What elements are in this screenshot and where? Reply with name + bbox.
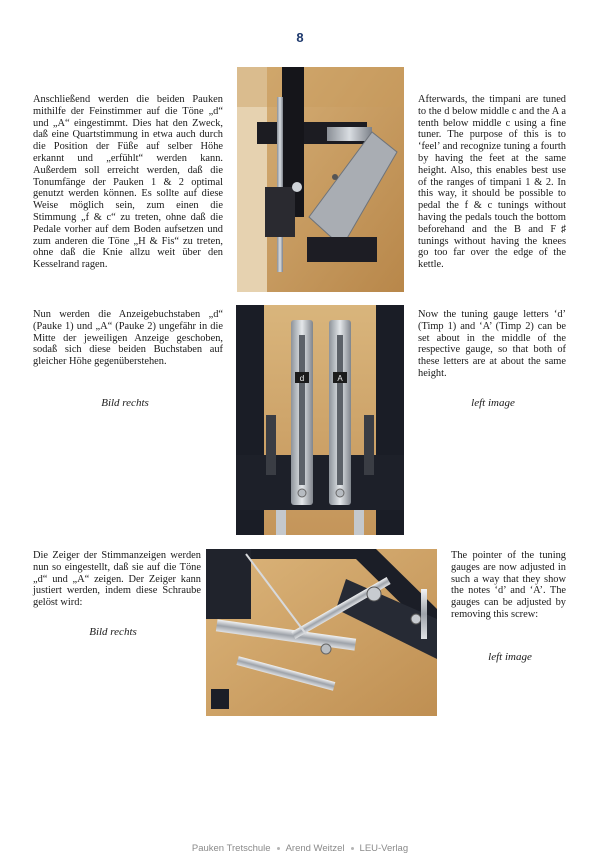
section3-german-caption: Bild rechts	[89, 626, 137, 638]
section1-german-text: Anschließend werden die beiden Pauken mithilfe der Feinstimmer auf die Töne „d“ und „A“ eingestimmt. Dies hat den Zweck, daß eine Quartstimmung in etwa auch durch die Position der Füße auf selber Höhe erkannt und „erfühlt“ werden kann. Außerdem soll erreicht werden, daß die Tonumfänge der Pauken 1 & 2 optimal genutzt werden können. Es sollte auf diese Weise möglich sein, zum einen die Stimmung „f & c“ zu treten, ohne daß die Pedale vorher auf dem Boden aufsetzen und zum anderen die Töne „H & Fis“ zu treten, ohne daß die Knie allzu weit über den Kesselrand ragen.	[33, 94, 223, 271]
pointer-screw-photo	[206, 549, 437, 716]
section3-english-text: The pointer of the tuning gauges are now adjusted in such a way that they show the notes ‘d’ and ‘A’. The gauges can be adjusted by removing this screw:	[451, 550, 566, 620]
page-number: 8	[296, 30, 304, 45]
footer-title: Pauken Tretschule	[191, 843, 271, 854]
pedal-photo	[237, 67, 404, 292]
footer-separator	[277, 847, 280, 850]
section1-english-text: Afterwards, the timpani are tuned to the d below middle c and the A a tenth below middle c using a fine tuner. The purpose of this is to ‘feel’ and recognize tuning a fourth by having the feet at the same height. Also, this enables best use of the ranges of timpani 1 & 2. In this way, it should be possible to pedal the f & c tunings without having the pedals touch the bottom beforehand and the B and F♯ tunings without having the knees go too far over the edge of the kettle.	[418, 94, 566, 271]
footer-publisher: LEU-Verlag	[359, 843, 409, 854]
footer	[0, 843, 600, 854]
footer-separator	[351, 847, 354, 850]
section2-english-caption: left image	[471, 397, 515, 409]
section2-german-text: Nun werden die Anzeigebuchstaben „d“ (Pauke 1) und „A“ (Pauke 2) ungefähr in die Mitte der jeweiligen Anzeige geschoben, sodaß sich diese beiden Buchstaben auf gleicher Höhe gegenüberstehen.	[33, 309, 223, 368]
section2-english-text: Now the tuning gauge letters ‘d’ (Timp 1) and ‘A’ (Timp 2) can be set about in the middle of the respective gauge, so that both of these letters are at about the same height.	[418, 309, 566, 379]
footer-author: Arend Weitzel	[285, 843, 345, 854]
gauge-letter-a: A	[337, 374, 343, 383]
section3-english-caption: left image	[488, 651, 532, 663]
section2-german-caption: Bild rechts	[101, 397, 149, 409]
gauge-letter-d: d	[299, 374, 305, 383]
tuning-gauge-photo	[236, 305, 404, 535]
section3-german-text: Die Zeiger der Stimmanzeigen werden nun so eingestellt, daß sie auf die Töne „d“ und „A“ zeigen. Der Zeiger kann justiert werden, indem diese Schraube gelöst wird:	[33, 550, 201, 609]
